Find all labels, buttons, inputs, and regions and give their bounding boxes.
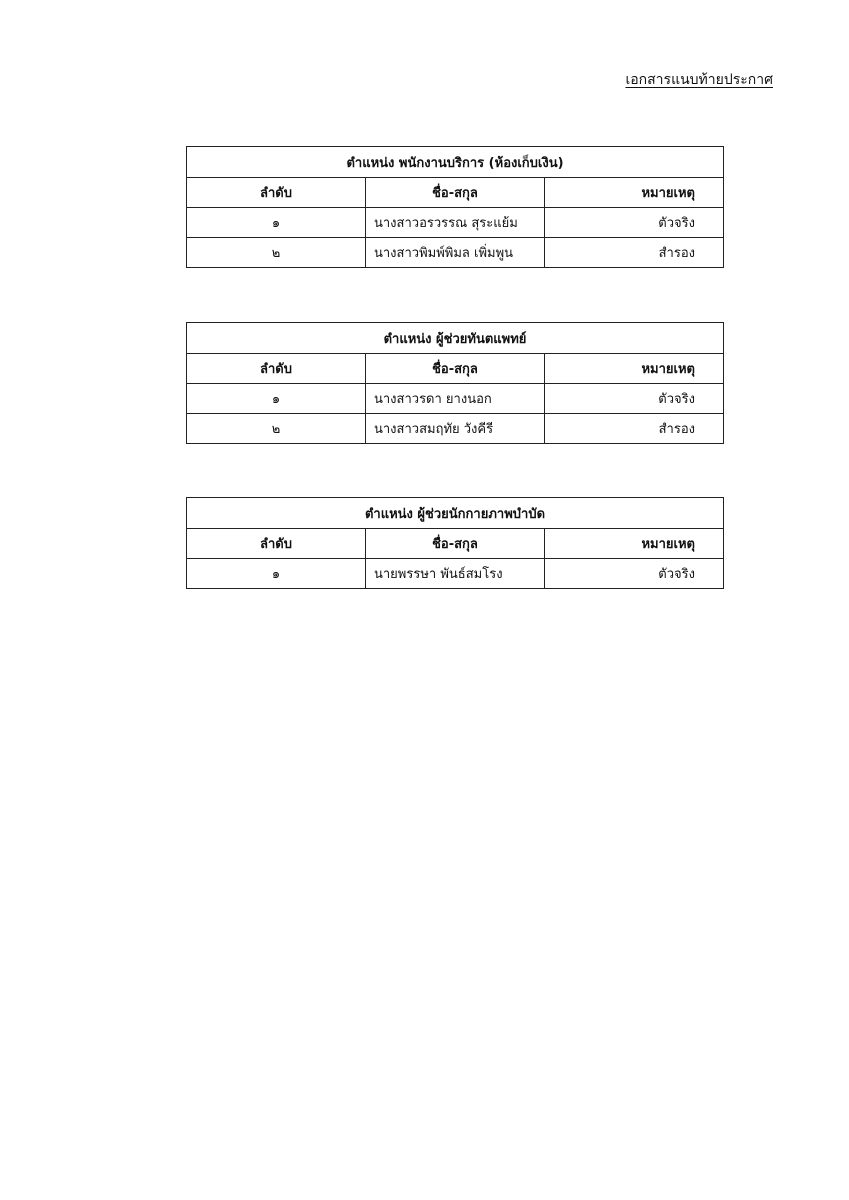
column-header-remark: หมายเหตุ: [545, 354, 724, 384]
row-name: นางสาวรดา ยางนอก: [366, 384, 545, 414]
position-table-physiotherapy-assistant: [186, 497, 724, 589]
column-header-remark: หมายเหตุ: [545, 529, 724, 559]
position-table-dental-assistant: [186, 322, 724, 444]
row-remark: ตัวจริง: [545, 384, 724, 414]
table-row: [187, 238, 724, 268]
position-table-cashier-service: [186, 146, 724, 268]
row-name: นายพรรษา พันธ์สมโรง: [366, 559, 545, 589]
column-header-order: ลำดับ: [187, 354, 366, 384]
column-header-remark: หมายเหตุ: [545, 178, 724, 208]
row-order: ๒: [187, 238, 366, 268]
column-header-order: ลำดับ: [187, 178, 366, 208]
row-order: ๑: [187, 384, 366, 414]
column-header-name: ชื่อ-สกุล: [366, 529, 545, 559]
table-row: [187, 384, 724, 414]
row-remark: ตัวจริง: [545, 208, 724, 238]
row-remark: สำรอง: [545, 414, 724, 444]
column-header-name: ชื่อ-สกุล: [366, 178, 545, 208]
row-name: นางสาวอรวรรณ สุระแย้ม: [366, 208, 545, 238]
table-title: ตำแหน่ง ผู้ช่วยทันตแพทย์: [187, 323, 724, 354]
row-remark: ตัวจริง: [545, 559, 724, 589]
attachment-note: เอกสารแนบท้ายประกาศ: [625, 72, 773, 88]
row-order: ๑: [187, 208, 366, 238]
table-row: [187, 208, 724, 238]
table-title: ตำแหน่ง ผู้ช่วยนักกายภาพบำบัด: [187, 498, 724, 529]
column-header-order: ลำดับ: [187, 529, 366, 559]
row-order: ๒: [187, 414, 366, 444]
row-name: นางสาวสมฤทัย วังคีรี: [366, 414, 545, 444]
table-row: [187, 414, 724, 444]
row-remark: สำรอง: [545, 238, 724, 268]
row-order: ๑: [187, 559, 366, 589]
row-name: นางสาวพิมพ์พิมล เพิ่มพูน: [366, 238, 545, 268]
table-row: [187, 559, 724, 589]
column-header-name: ชื่อ-สกุล: [366, 354, 545, 384]
table-title: ตำแหน่ง พนักงานบริการ (ห้องเก็บเงิน): [187, 147, 724, 178]
